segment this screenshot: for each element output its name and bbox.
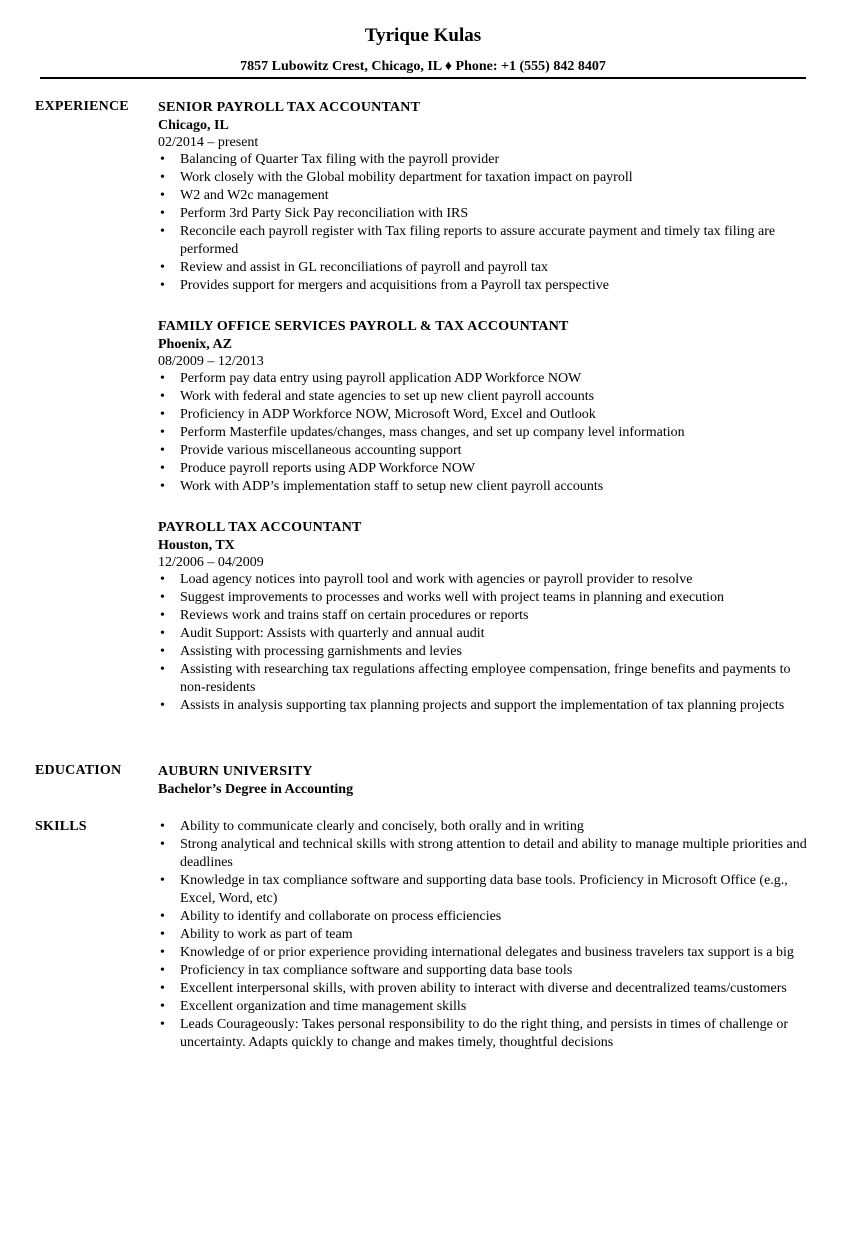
bullet-icon: • xyxy=(160,206,165,221)
skill-item-text: Proficiency in tax compliance software and supporting data base tools xyxy=(180,963,573,978)
bullet-icon: • xyxy=(160,644,165,659)
job-dates: 02/2014 – present xyxy=(158,135,259,150)
school-name: AUBURN UNIVERSITY xyxy=(158,764,313,779)
job-bullets xyxy=(158,571,810,715)
bullet-icon: • xyxy=(160,819,165,834)
job-bullets xyxy=(158,370,810,496)
job-bullet-item-text: Perform Masterfile updates/changes, mass changes, and set up company level information xyxy=(180,425,685,440)
header-divider xyxy=(40,77,806,79)
job-bullet-item xyxy=(158,460,810,478)
section-title-skills: SKILLS xyxy=(35,819,87,834)
bullet-icon: • xyxy=(160,590,165,605)
bullet-icon: • xyxy=(160,479,165,494)
job-bullet-item-text: Review and assist in GL reconciliations of payroll and payroll tax xyxy=(180,260,549,275)
skill-item xyxy=(158,980,810,998)
job-dates: 12/2006 – 04/2009 xyxy=(158,555,264,570)
bullet-icon: • xyxy=(160,608,165,623)
bullet-icon: • xyxy=(160,461,165,476)
job-bullet-item-text: W2 and W2c management xyxy=(180,188,329,203)
job-entry xyxy=(158,98,810,295)
bullet-icon: • xyxy=(160,371,165,386)
skill-item-text: Ability to work as part of team xyxy=(180,927,353,942)
skills-list xyxy=(158,818,810,1052)
job-bullet-item xyxy=(158,388,810,406)
job-bullet-item xyxy=(158,424,810,442)
job-location: Chicago, IL xyxy=(158,118,229,133)
job-bullet-item xyxy=(158,589,810,607)
job-bullet-item-text: Suggest improvements to processes and works well with project teams in planning and execution xyxy=(180,590,724,605)
bullet-icon: • xyxy=(160,260,165,275)
job-bullet-item xyxy=(158,607,810,625)
bullet-icon: • xyxy=(160,698,165,713)
job-bullet-item-text: Reviews work and trains staff on certain procedures or reports xyxy=(180,608,529,623)
job-title: PAYROLL TAX ACCOUNTANT xyxy=(158,520,362,535)
bullet-icon: • xyxy=(160,188,165,203)
skill-item-text: Strong analytical and technical skills with strong attention to detail and ability to manage multiple priorities and deadlines xyxy=(180,837,807,870)
job-bullet-item xyxy=(158,277,810,295)
job-entry xyxy=(158,518,810,715)
job-bullet-item xyxy=(158,406,810,424)
skill-item xyxy=(158,962,810,980)
skill-item-text: Excellent interpersonal skills, with proven ability to interact with diverse and decentralized teams/customers xyxy=(180,981,787,996)
candidate-name: Tyrique Kulas xyxy=(364,25,482,46)
bullet-icon: • xyxy=(160,224,165,239)
job-bullet-item xyxy=(158,259,810,277)
job-bullet-item xyxy=(158,571,810,589)
skill-item-text: Excellent organization and time management skills xyxy=(180,999,467,1014)
section-title-education: EDUCATION xyxy=(35,763,122,778)
skill-item xyxy=(158,1016,810,1052)
job-bullet-item xyxy=(158,370,810,388)
skill-item xyxy=(158,836,810,872)
job-bullet-item xyxy=(158,643,810,661)
section-title-experience: EXPERIENCE xyxy=(35,99,129,114)
skills-body xyxy=(158,818,810,1052)
bullet-icon: • xyxy=(160,170,165,185)
job-bullet-item-text: Load agency notices into payroll tool and work with agencies or payroll provider to resolve xyxy=(180,572,693,587)
bullet-icon: • xyxy=(160,981,165,996)
bullet-icon: • xyxy=(160,963,165,978)
job-bullet-item-text: Perform 3rd Party Sick Pay reconciliation with IRS xyxy=(180,206,469,221)
job-title: SENIOR PAYROLL TAX ACCOUNTANT xyxy=(158,100,421,115)
job-bullet-item xyxy=(158,478,810,496)
job-bullet-item xyxy=(158,187,810,205)
job-bullet-item-text: Assisting with processing garnishments and levies xyxy=(180,644,462,659)
job-bullet-item-text: Perform pay data entry using payroll application ADP Workforce NOW xyxy=(180,371,582,386)
experience-body xyxy=(158,98,810,715)
job-bullet-item xyxy=(158,223,810,259)
bullet-icon: • xyxy=(160,152,165,167)
resume-header xyxy=(0,24,846,76)
bullet-icon: • xyxy=(160,278,165,293)
job-title: FAMILY OFFICE SERVICES PAYROLL & TAX ACCOUNTANT xyxy=(158,319,569,334)
job-bullet-item xyxy=(158,697,810,715)
bullet-icon: • xyxy=(160,425,165,440)
job-bullet-item-text: Work with federal and state agencies to set up new client payroll accounts xyxy=(180,389,595,404)
bullet-icon: • xyxy=(160,837,165,852)
skill-item xyxy=(158,944,810,962)
job-entry xyxy=(158,317,810,496)
bullet-icon: • xyxy=(160,927,165,942)
skill-item-text: Ability to communicate clearly and concisely, both orally and in writing xyxy=(180,819,584,834)
job-bullet-item xyxy=(158,625,810,643)
education-body xyxy=(158,762,810,798)
job-bullet-item xyxy=(158,169,810,187)
skill-item xyxy=(158,926,810,944)
skill-item-text: Knowledge of or prior experience providing international delegates and business travelers tax support is a big xyxy=(180,945,794,960)
job-location: Houston, TX xyxy=(158,538,235,553)
job-bullet-item-text: Provide various miscellaneous accounting support xyxy=(180,443,462,458)
bullet-icon: • xyxy=(160,999,165,1014)
bullet-icon: • xyxy=(160,443,165,458)
job-bullet-item xyxy=(158,205,810,223)
job-bullet-item-text: Provides support for mergers and acquisitions from a Payroll tax perspective xyxy=(180,278,609,293)
job-dates: 08/2009 – 12/2013 xyxy=(158,354,264,369)
skill-item xyxy=(158,998,810,1016)
bullet-icon: • xyxy=(160,873,165,888)
skill-item xyxy=(158,908,810,926)
job-bullet-item-text: Assists in analysis supporting tax planning projects and support the implementation of tax planning projects xyxy=(180,698,785,713)
job-bullet-item-text: Reconcile each payroll register with Tax filing reports to assure accurate payment and timely tax filing are performed xyxy=(180,224,776,257)
bullet-icon: • xyxy=(160,945,165,960)
job-bullet-item xyxy=(158,661,810,697)
job-bullet-item xyxy=(158,442,810,460)
bullet-icon: • xyxy=(160,626,165,641)
job-bullet-item-text: Balancing of Quarter Tax filing with the payroll provider xyxy=(180,152,500,167)
bullet-icon: • xyxy=(160,1017,165,1032)
job-bullet-item-text: Assisting with researching tax regulations affecting employee compensation, fringe benefits and payments to non-residents xyxy=(180,662,791,695)
job-bullet-item-text: Work with ADP’s implementation staff to setup new client payroll accounts xyxy=(180,479,604,494)
contact-line: 7857 Lubowitz Crest, Chicago, IL ♦ Phone: +1 (555) 842 8407 xyxy=(240,59,606,74)
job-bullet-item-text: Work closely with the Global mobility department for taxation impact on payroll xyxy=(180,170,633,185)
bullet-icon: • xyxy=(160,407,165,422)
bullet-icon: • xyxy=(160,662,165,677)
skill-item-text: Leads Courageously: Takes personal responsibility to do the right thing, and persists in times of challenge or uncertainty. Adapts quickly to change and makes timely, thoughtful decisions xyxy=(180,1017,789,1050)
job-bullets xyxy=(158,151,810,295)
job-bullet-item-text: Produce payroll reports using ADP Workforce NOW xyxy=(180,461,476,476)
skill-item xyxy=(158,872,810,908)
skill-item-text: Ability to identify and collaborate on process efficiencies xyxy=(180,909,502,924)
degree: Bachelor’s Degree in Accounting xyxy=(158,782,354,797)
bullet-icon: • xyxy=(160,909,165,924)
job-bullet-item xyxy=(158,151,810,169)
bullet-icon: • xyxy=(160,389,165,404)
bullet-icon: • xyxy=(160,572,165,587)
skill-item-text: Knowledge in tax compliance software and supporting data base tools. Proficiency in Microsoft Office (e.g., Excel, Word, etc) xyxy=(180,873,788,906)
job-bullet-item-text: Audit Support: Assists with quarterly and annual audit xyxy=(180,626,485,641)
skill-item xyxy=(158,818,810,836)
job-bullet-item-text: Proficiency in ADP Workforce NOW, Microsoft Word, Excel and Outlook xyxy=(180,407,596,422)
job-location: Phoenix, AZ xyxy=(158,337,232,352)
